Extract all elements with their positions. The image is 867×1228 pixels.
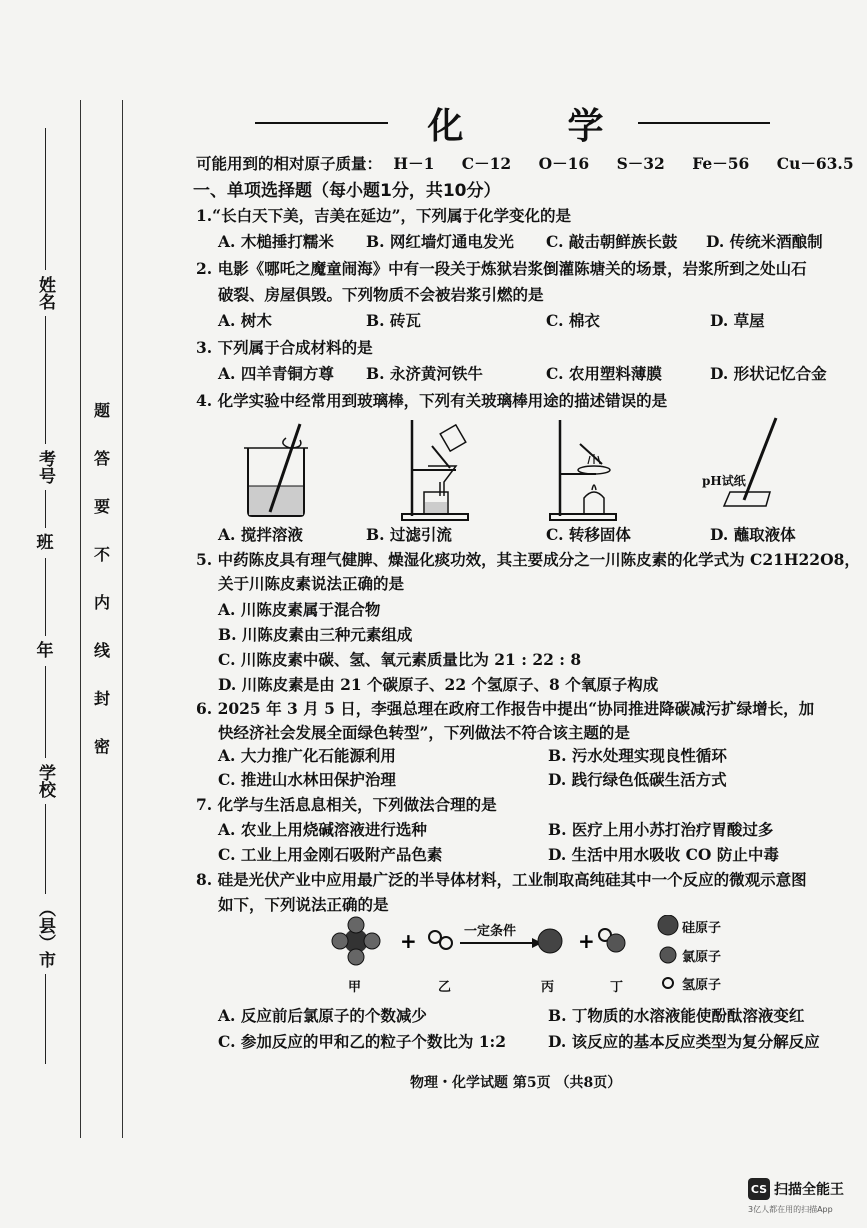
option: B. 丁物质的水溶液能使酚酞溶液变红 bbox=[548, 1006, 805, 1025]
question-stem: 如下，下列说法正确的是 bbox=[218, 895, 389, 914]
page-title bbox=[255, 100, 770, 146]
seal-char: 题 bbox=[94, 401, 111, 420]
legend-cl: 氯原子 bbox=[682, 950, 722, 965]
question-stem: 5. 中药陈皮具有理气健脾、燥湿化痰功效，其主要成分之一川陈皮素的化学式为 C21H22O8， bbox=[196, 550, 860, 569]
option: C. 棉衣 bbox=[546, 311, 600, 330]
option: A. 木槌捶打糯米 bbox=[218, 232, 334, 251]
scanner-name: 扫描全能王 bbox=[774, 1182, 844, 1198]
question-stem: 7. 化学与生活息息相关，下列做法合理的是 bbox=[196, 795, 497, 814]
filtration-figure bbox=[398, 418, 488, 522]
question-stem: 关于川陈皮素说法正确的是 bbox=[218, 574, 405, 593]
legend-si: 硅原子 bbox=[682, 921, 722, 936]
scanner-tagline: 3亿人都在用的扫描App bbox=[748, 1205, 833, 1214]
field-class: 班 bbox=[36, 533, 54, 553]
option: A. 四羊青铜方尊 bbox=[218, 364, 334, 383]
option: B. 川陈皮素由三种元素组成 bbox=[218, 625, 413, 644]
option: C. 转移固体 bbox=[546, 525, 631, 544]
seal-char: 要 bbox=[94, 497, 111, 516]
ph-paper-figure bbox=[700, 416, 790, 520]
heating-figure bbox=[546, 418, 636, 522]
question-stem: 快经济社会发展全面绿色转型”，下列做法不符合该主题的是 bbox=[218, 723, 630, 742]
option: A. 树木 bbox=[218, 311, 272, 330]
atomic-masses bbox=[196, 152, 854, 174]
option: A. 大力推广化石能源利用 bbox=[218, 746, 396, 765]
atomic-mass: S－32 bbox=[616, 154, 665, 173]
option: C. 川陈皮素中碳、氢、氧元素质量比为 21 : 22 : 8 bbox=[218, 650, 582, 669]
option: B. 污水处理实现良性循环 bbox=[548, 746, 727, 765]
label-yi: 乙 bbox=[438, 980, 452, 995]
svg-text:+: + bbox=[578, 929, 595, 953]
reaction-condition: 一定条件 bbox=[464, 924, 517, 939]
ph-paper-label: pH试纸 bbox=[702, 474, 746, 488]
option: D. 践行绿色低碳生活方式 bbox=[548, 770, 727, 789]
atomic-mass: Fe－56 bbox=[692, 154, 750, 173]
option: D. 生活中用水吸收 CO 防止中毒 bbox=[548, 845, 779, 864]
option: D. 川陈皮素是由 21 个碳原子、22 个氢原子、8 个氧原子构成 bbox=[218, 675, 659, 694]
label-jia: 甲 bbox=[348, 980, 362, 995]
section-heading: 一、单项选择题（每小题1分，共10分） bbox=[193, 181, 501, 201]
option: B. 网红墙灯通电发光 bbox=[366, 232, 514, 251]
seal-char: 答 bbox=[94, 449, 111, 468]
option: A. 川陈皮素属于混合物 bbox=[218, 600, 381, 619]
option: C. 参加反应的甲和乙的粒子个数比为 1:2 bbox=[218, 1032, 507, 1051]
question-stem: 2. 电影《哪吒之魔童闹海》中有一段关于炼狱岩浆倒灌陈塘关的场景，岩浆所到之处山石 bbox=[196, 259, 807, 278]
option: A. 反应前后氯原子的个数减少 bbox=[218, 1006, 427, 1025]
seal-char: 线 bbox=[94, 641, 111, 660]
option: C. 敲击朝鲜族长鼓 bbox=[546, 232, 678, 251]
atomic-mass: Cu－63.5 bbox=[776, 154, 854, 173]
field-school: 学校 bbox=[35, 764, 55, 798]
atomic-masses-label: 可能用到的相对原子质量： bbox=[196, 154, 383, 173]
seal-char: 封 bbox=[94, 689, 111, 708]
question-stem: 6. 2025 年 3 月 5 日，李强总理在政府工作报告中提出“协同推进降碳减污扩绿增长，加 bbox=[196, 699, 815, 718]
option: D. 传统米酒酿制 bbox=[706, 232, 823, 251]
cs-logo-icon: CS bbox=[748, 1178, 770, 1200]
option: B. 砖瓦 bbox=[366, 311, 421, 330]
seal-char: 不 bbox=[94, 545, 111, 564]
seal-char: 内 bbox=[94, 593, 111, 612]
option: C. 推进山水林田保护治理 bbox=[218, 770, 396, 789]
option: B. 医疗上用小苏打治疗胃酸过多 bbox=[548, 820, 774, 839]
option: C. 工业上用金刚石吸附产品色素 bbox=[218, 845, 443, 864]
option: D. 形状记忆合金 bbox=[710, 364, 827, 383]
legend-h: 氢原子 bbox=[682, 978, 722, 993]
option: B. 永济黄河铁牛 bbox=[366, 364, 483, 383]
title-text: 化 学 bbox=[427, 105, 638, 147]
option: A. 搅拌溶液 bbox=[218, 525, 303, 544]
question-stem: 1.“长白天下美，吉美在延边”，下列属于化学变化的是 bbox=[196, 206, 572, 225]
label-bing: 丙 bbox=[541, 980, 555, 995]
atomic-mass: C－12 bbox=[461, 154, 512, 173]
field-grade: 年 bbox=[36, 641, 54, 661]
scanner-watermark bbox=[748, 1178, 844, 1200]
atomic-mass: O－16 bbox=[538, 154, 590, 173]
option: C. 农用塑料薄膜 bbox=[546, 364, 662, 383]
stirring-figure bbox=[238, 420, 318, 520]
field-name: 姓名 bbox=[35, 276, 55, 310]
question-stem: 3. 下列属于合成材料的是 bbox=[196, 338, 373, 357]
seal-char: 密 bbox=[94, 737, 111, 756]
margin-rule-left bbox=[80, 100, 81, 1138]
student-info-column bbox=[36, 128, 54, 1064]
atomic-mass: H－1 bbox=[393, 154, 435, 173]
svg-text:+: + bbox=[400, 929, 417, 953]
option: D. 该反应的基本反应类型为复分解反应 bbox=[548, 1032, 820, 1051]
page-footer: 物理・化学试题 第5页 （共8页） bbox=[410, 1075, 622, 1091]
field-exam-no: 考号 bbox=[35, 450, 55, 484]
option: B. 过滤引流 bbox=[366, 525, 452, 544]
margin-rule-right bbox=[122, 100, 123, 1138]
label-ding: 丁 bbox=[610, 980, 624, 995]
option: D. 蘸取液体 bbox=[710, 525, 796, 544]
question-stem: 4. 化学实验中经常用到玻璃棒，下列有关玻璃棒用途的描述错误的是 bbox=[196, 391, 668, 410]
option: D. 草屋 bbox=[710, 311, 765, 330]
option: A. 农业上用烧碱溶液进行选种 bbox=[218, 820, 427, 839]
question-stem: 破裂、房屋俱毁。下列物质不会被岩浆引燃的是 bbox=[218, 285, 544, 304]
field-city-county: （县）市 bbox=[35, 900, 55, 968]
question-stem: 8. 硅是光伏产业中应用最广泛的半导体材料，工业制取高纯硅其中一个反应的微观示意图 bbox=[196, 870, 807, 889]
seal-warning-column bbox=[94, 402, 110, 756]
